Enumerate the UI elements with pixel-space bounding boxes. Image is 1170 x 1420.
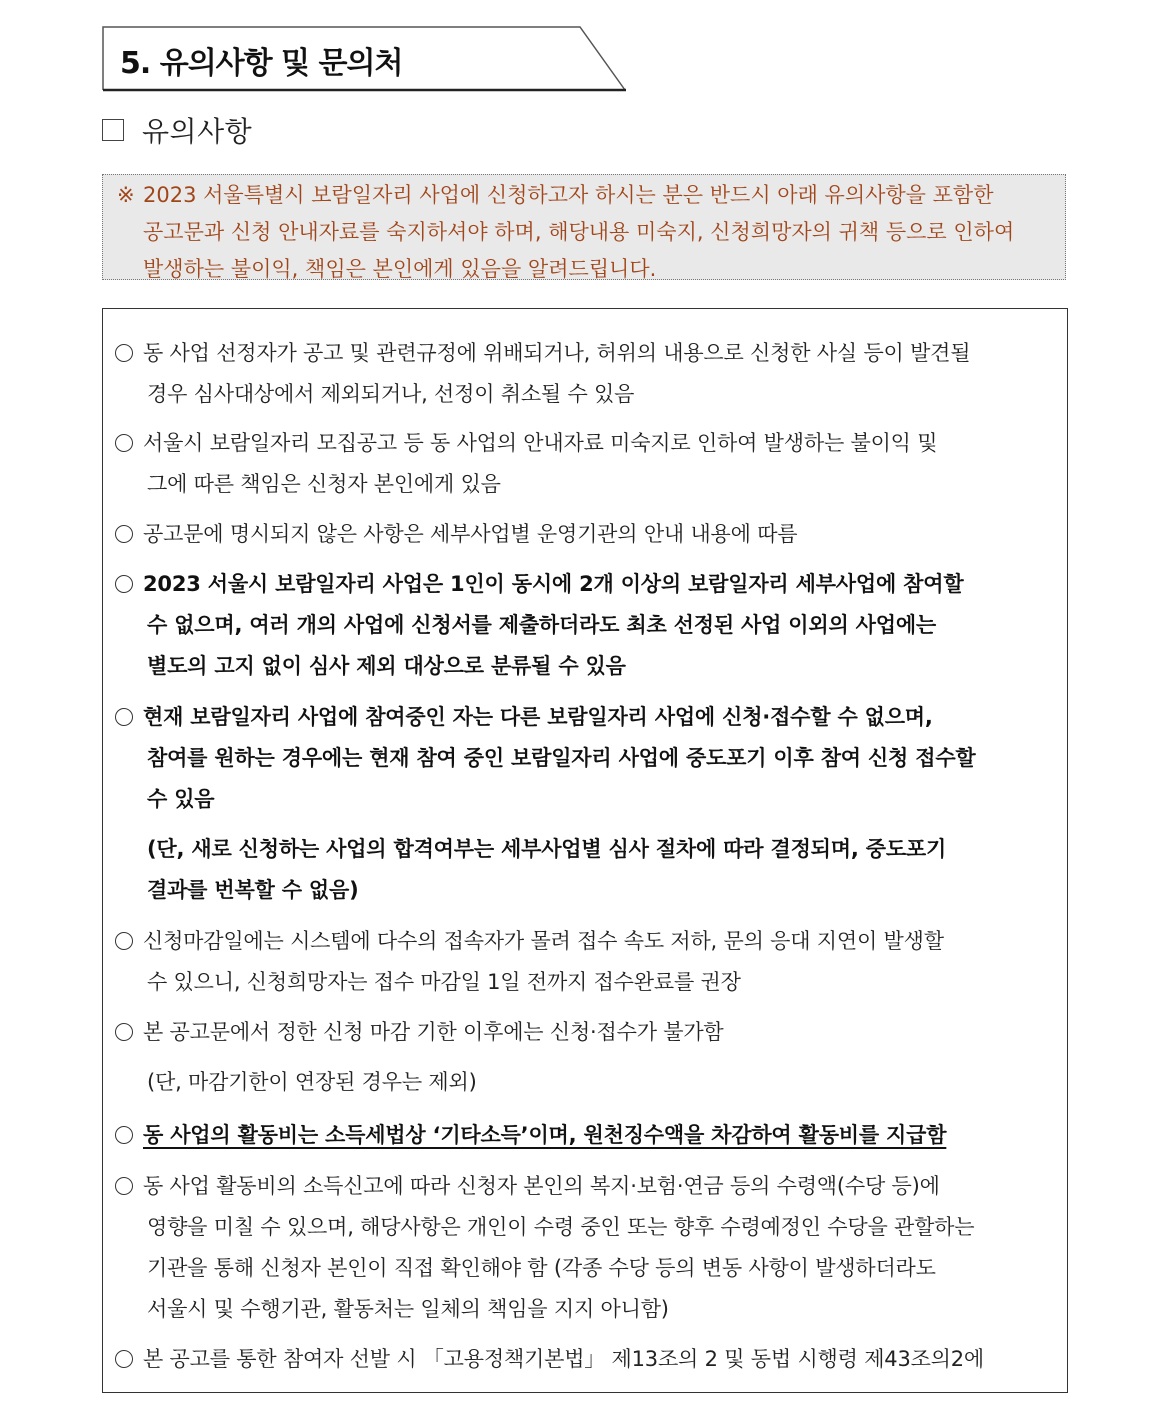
section-title: 5. 유의사항 및 문의처: [120, 46, 403, 81]
circle-bullet-icon: [115, 575, 133, 593]
subheading-label: 유의사항: [142, 115, 253, 148]
list-item: 신청마감일에는 시스템에 다수의 접속자가 몰려 접수 속도 저하, 문의 응대 지연이 발생할 수 있으니, 신청희망자는 접수 마감일 1일 전까지 접수완료를 권장: [115, 921, 1059, 1003]
list-item: 동 사업 선정자가 공고 및 관련규정에 위배되거나, 허위의 내용으로 신청한 사실 등이 발견될 경우 심사대상에서 제외되거나, 선정이 취소될 수 있음: [115, 333, 1059, 415]
circle-bullet-icon: [115, 1177, 133, 1195]
list-item: 동 사업 활동비의 소득신고에 따라 신청자 본인의 복지·보험·연금 등의 수령액(수당 등)에 영향을 미칠 수 있으며, 해당사항은 개인이 수령 중인 또는 향후 수령예정인 수당을 관할하는 기관을 통해 신청자 본인이 직접 확인해야 함 (각종 수당 등의 변동 사항이 발생하더라도 서울시 및 수행기관, 활동처는 일체의 책임을 지지 아니함): [115, 1166, 1059, 1330]
notice-box: [102, 174, 1066, 280]
list-item: 2023 서울시 보람일자리 사업은 1인이 동시에 2개 이상의 보람일자리 세부사업에 참여할 수 없으며, 여러 개의 사업에 신청서를 제출하더라도 최초 선정된 사업 이외의 사업에는 별도의 고지 없이 심사 제외 대상으로 분류될 수 있음: [115, 564, 1059, 687]
subheading: [102, 112, 252, 148]
circle-bullet-icon: [115, 932, 133, 950]
circle-bullet-icon: [115, 344, 133, 362]
circle-bullet-icon: [115, 525, 133, 543]
section-header: [102, 26, 626, 91]
list-item: 본 공고를 통한 참여자 선발 시 「고용정책기본법」 제13조의 2 및 동법 시행령 제43조의2에: [115, 1339, 1059, 1380]
notice-line: ※ 2023 서울특별시 보람일자리 사업에 신청하고자 하시는 분은 반드시 아래 유의사항을 포함한: [117, 177, 1055, 214]
list-item: 서울시 보람일자리 모집공고 등 동 사업의 안내자료 미숙지로 인하여 발생하는 불이익 및 그에 따른 책임은 신청자 본인에게 있음: [115, 423, 1059, 505]
item-note: (단, 마감기한이 연장된 경우는 제외): [147, 1070, 477, 1094]
notice-line: 공고문과 신청 안내자료를 숙지하셔야 하며, 해당내용 미숙지, 신청희망자의 귀책 등으로 인하여: [143, 220, 1015, 244]
notice-line: 발생하는 불이익, 책임은 본인에게 있음을 알려드립니다.: [143, 257, 657, 281]
precautions-list: [102, 308, 1068, 1393]
reference-mark-icon: ※: [117, 183, 135, 207]
checkbox-square-icon: [102, 119, 124, 141]
list-item: 본 공고문에서 정한 신청 마감 기한 이후에는 신청·접수가 불가함 (단, 마감기한이 연장된 경우는 제외): [115, 1012, 1059, 1103]
list-item: 동 사업의 활동비는 소득세법상 ‘기타소득’이며, 원천징수액을 차감하여 활동비를 지급함: [115, 1115, 1059, 1156]
item-note: 결과를 번복할 수 없음): [147, 878, 359, 902]
list-item: 공고문에 명시되지 않은 사항은 세부사업별 운영기관의 안내 내용에 따름: [115, 514, 1059, 555]
circle-bullet-icon: [115, 434, 133, 452]
circle-bullet-icon: [115, 1126, 133, 1144]
item-note: (단, 새로 신청하는 사업의 합격여부는 세부사업별 심사 절차에 따라 결정되며, 중도포기: [147, 837, 947, 861]
circle-bullet-icon: [115, 1023, 133, 1041]
list-item: 현재 보람일자리 사업에 참여중인 자는 다른 보람일자리 사업에 신청·접수할 수 없으며, 참여를 원하는 경우에는 현재 참여 중인 보람일자리 사업에 중도포기 이후 참여 신청 접수할 수 있음 (단, 새로 신청하는 사업의 합격여부는 세부사업별 심사 절차에 따라 결정되며, 중도포기 결과를 번복할 수 없음): [115, 697, 1059, 911]
circle-bullet-icon: [115, 1350, 133, 1368]
circle-bullet-icon: [115, 708, 133, 726]
